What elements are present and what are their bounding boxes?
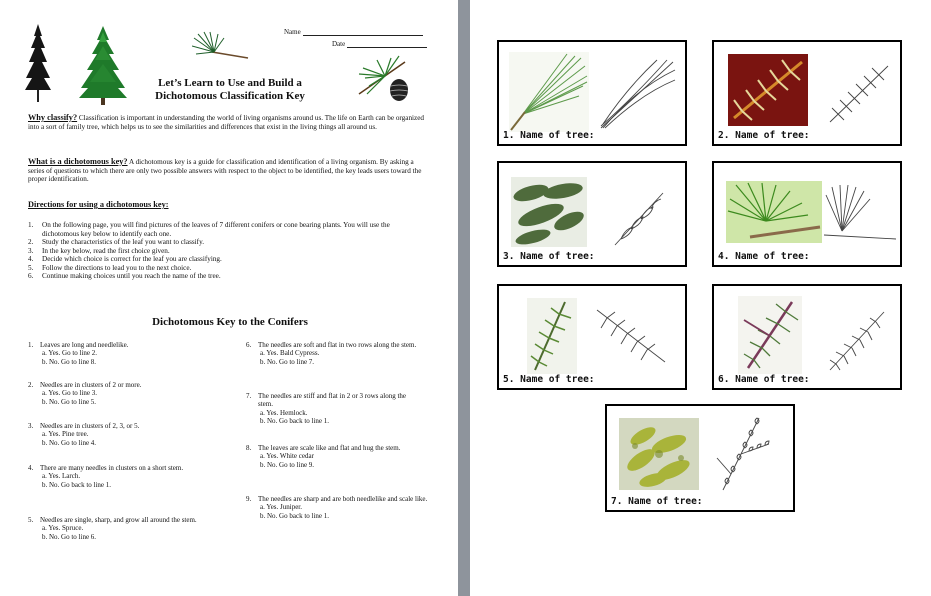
spruce-photo-icon: [738, 296, 802, 374]
date-field[interactable]: [332, 40, 427, 48]
worksheet-title: [130, 77, 330, 103]
tree-card-2: [712, 40, 902, 146]
conifer-silhouette-icon: [24, 24, 52, 104]
larch-photo-icon: [726, 181, 822, 243]
date-label: Date: [332, 40, 346, 48]
white-cedar-photo-icon: [511, 177, 587, 247]
key-question-6: 6. The needles are soft and flat in two rows along the stem. a. Yes. Bald Cypress. b. No. Go to line 7.: [246, 341, 417, 366]
tree-label-6: 6. Name of tree:: [718, 374, 810, 385]
hemlock-photo-icon: [728, 54, 808, 126]
key-title: Dichotomous Key to the Conifers: [152, 316, 308, 328]
tree-card-5: [497, 284, 687, 390]
tree-label-3: 3. Name of tree:: [503, 251, 595, 262]
key-question-2: 2. Needles are in clusters of 2 or more. a. Yes. Go to line 3. b. No. Go to line 5.: [28, 381, 142, 406]
directions-heading: Directions for using a dichotomous key:: [28, 200, 169, 209]
tree-label-2: 2. Name of tree:: [718, 130, 810, 141]
key-question-9: 9. The needles are sharp and are both needlelike and scale like. a. Yes. Juniper. b. No. Go back to line 1.: [246, 495, 428, 520]
white-cedar-sketch-icon: [609, 189, 669, 249]
tree-card-1: [497, 40, 687, 146]
pine-twig-icon: [192, 30, 252, 64]
tree-label-7: 7. Name of tree:: [611, 496, 703, 507]
key-question-7: 7. The needles are stiff and flat in 2 or 3 rows along the stem. a. Yes. Hemlock. b. No. Go back to line 1.: [246, 392, 406, 426]
white-pine-photo-icon: [509, 52, 589, 132]
tree-card-3: [497, 161, 687, 267]
key-question-5: 5. Needles are single, sharp, and grow all around the stem. a. Yes. Spruce. b. No. Go to line 6.: [28, 516, 197, 541]
why-classify-section: [28, 114, 426, 131]
worksheet-page-right: [470, 0, 931, 596]
what-text: A dichotomous key is a guide for classification and identification of a living organism. By asking a series of questions to which there are only two possible answers with respect to the object to be identified, the key leads users toward the proper identification.: [28, 158, 422, 184]
name-label: Name: [284, 28, 301, 36]
tree-label-1: 1. Name of tree:: [503, 130, 595, 141]
title-line-1: Let’s Learn to Use and Build a: [158, 77, 302, 89]
tree-label-5: 5. Name of tree:: [503, 374, 595, 385]
directions-section: [28, 201, 426, 210]
hemlock-sketch-icon: [826, 62, 892, 126]
tree-card-6: [712, 284, 902, 390]
what-heading: What is a dichotomous key?: [28, 157, 128, 166]
name-field[interactable]: [284, 28, 423, 36]
direction-item: 4. Decide which choice is correct for the leaf you are classifying.: [28, 255, 222, 263]
key-question-8: 8. The leaves are scale like and flat and hug the stem. a. Yes. White cedar b. No. Go to line 9.: [246, 444, 401, 469]
direction-item: 6. Continue making choices until you reach the name of the tree.: [28, 272, 221, 280]
direction-item: 3. In the key below, read the first choice given.: [28, 246, 170, 255]
green-spruce-icon: [78, 26, 128, 106]
spruce-sketch-icon: [826, 308, 890, 374]
juniper-sketch-icon: [713, 414, 773, 494]
key-question-4: 4. There are many needles in clusters on a short stem. a. Yes. Larch. b. No. Go back to line 1.: [28, 464, 184, 489]
title-line-2: Dichotomous Classification Key: [155, 90, 305, 102]
tree-card-4: [712, 161, 902, 267]
key-question-3: 3. Needles are in clusters of 2, 3, or 5. a. Yes. Pine tree. b. No. Go to line 4.: [28, 422, 140, 447]
bald-cypress-photo-icon: [527, 298, 577, 374]
tree-label-4: 4. Name of tree:: [718, 251, 810, 262]
page-divider: [458, 0, 470, 596]
directions-list: [28, 221, 428, 281]
pine-cone-icon: [355, 54, 415, 104]
white-pine-sketch-icon: [597, 58, 677, 132]
tree-card-7: [605, 404, 795, 512]
what-key-section: [28, 158, 426, 184]
why-heading: Why classify?: [28, 113, 78, 122]
juniper-photo-icon: [619, 418, 699, 490]
why-text: Classification is important in understanding the world of living organisms around us. The life on Earth can be organized into a sort of family tree, which helps us to see the similarities and differences that exist in the living things all around us.: [28, 114, 425, 131]
larch-sketch-icon: [822, 181, 898, 243]
key-question-1: 1. Leaves are long and needlelike. a. Yes. Go to line 2. b. No. Go to line 8.: [28, 341, 129, 366]
bald-cypress-sketch-icon: [593, 304, 669, 368]
worksheet-page-left: [0, 0, 458, 596]
direction-item: 2. Study the characteristics of the leaf you want to classify.: [28, 238, 204, 246]
direction-item: 5. Follow the directions to lead you to the next choice.: [28, 263, 192, 272]
direction-item: 1. On the following page, you will find pictures of the leaves of 7 different conifers or cone bearing plants. You will use the dichotomous key below to identify each one.: [28, 221, 390, 238]
